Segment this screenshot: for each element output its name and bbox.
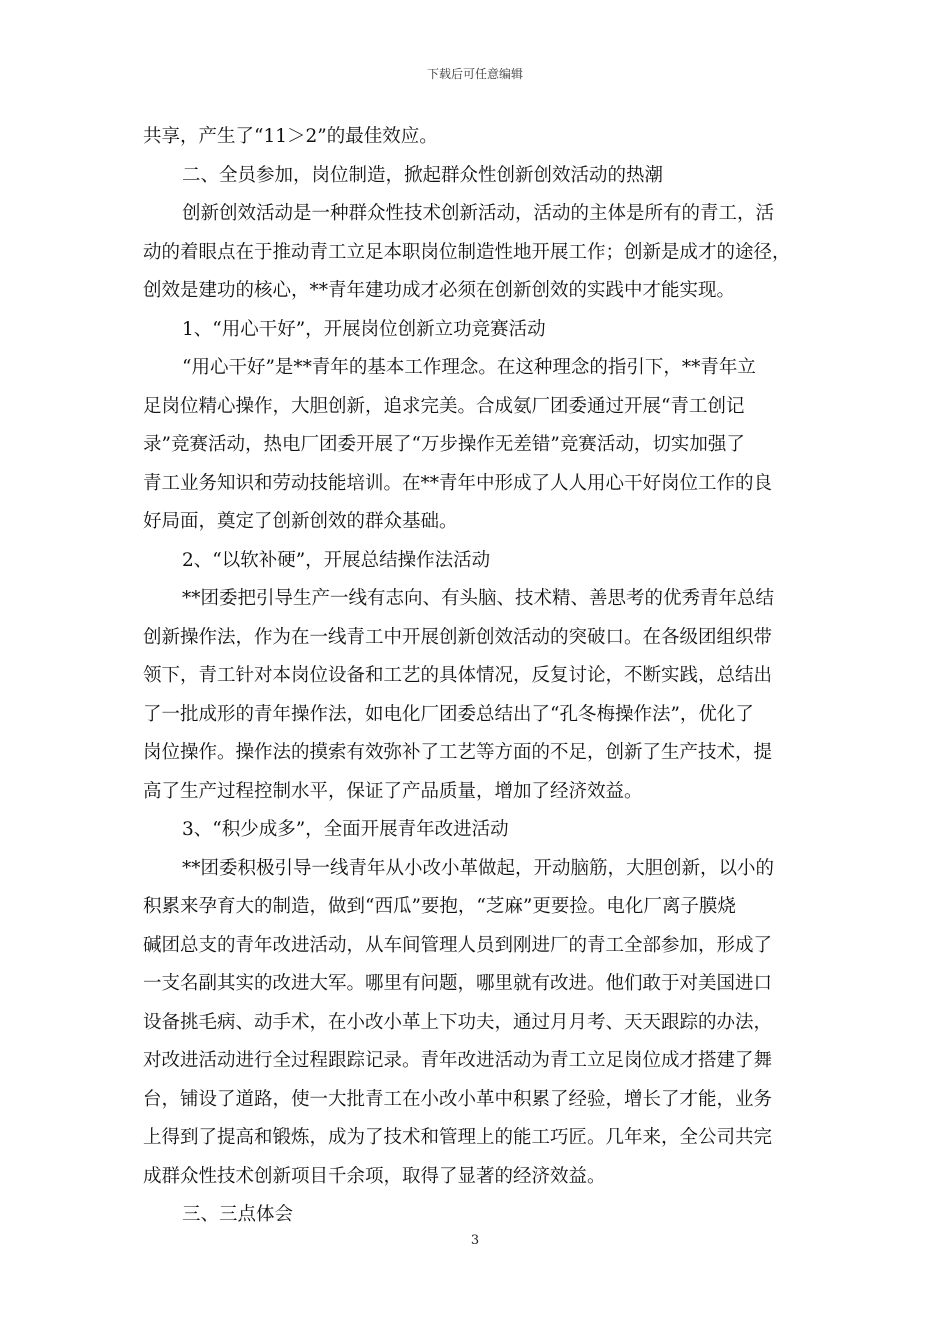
text-line: 了一批成形的青年操作法，如电化厂团委总结出了“孔冬梅操作法”，优化了	[143, 703, 754, 725]
paragraph-start-line: 1、“用心干好”，开展岗位创新立功竞赛活动	[182, 318, 546, 340]
text-line: 创新操作法，作为在一线青工中开展创新创效活动的突破口。在各级团组织带	[143, 626, 773, 648]
text-line: 碱团总支的青年改进活动，从车间管理人员到刚进厂的青工全部参加，形成了	[143, 934, 773, 956]
text-line: 对改进活动进行全过程跟踪记录。青年改进活动为青工立足岗位成才搭建了舞	[143, 1050, 773, 1071]
paragraph-start-line: 2、“以软补硬”，开展总结操作法活动	[182, 549, 491, 571]
text-line: 台，铺设了道路，使一大批青工在小改小革中积累了经验，增长了才能，业务	[143, 1088, 773, 1110]
text-line: 设备挑毛病、动手术，在小改小革上下功夫，通过月月考、天天跟踪的办法，	[143, 1011, 773, 1033]
text-line: 一支名副其实的改进大军。哪里有问题，哪里就有改进。他们敢于对美国进口	[143, 973, 773, 994]
text-line: 上得到了提高和锻炼，成为了技术和管理上的能工巧匠。几年来，全公司共完	[143, 1127, 773, 1148]
paragraph-start-line: **团委把引导生产一线有志向、有头脑、技术精、善思考的优秀青年总结	[182, 588, 775, 609]
paragraph-start-line: “用心干好”是**青年的基本工作理念。在这种理念的指引下，**青年立	[182, 357, 756, 378]
page-number: 3	[470, 1233, 480, 1248]
text-line: 领下，青工针对本岗位设备和工艺的具体情况，反复讨论，不断实践，总结出	[143, 665, 773, 686]
text-line: 足岗位精心操作，大胆创新，追求完美。合成氨厂团委通过开展“青工创记	[143, 395, 745, 417]
text-line: 积累来孕育大的制造，做到“西瓜”要抱，“芝麻”更要捡。电化厂离子膜烧	[143, 896, 736, 917]
text-line: 岗位操作。操作法的摸索有效弥补了工艺等方面的不足，创新了生产技术，提	[143, 742, 773, 763]
document-body	[143, 118, 808, 1235]
text-line: 创效是建功的核心，**青年建功成才必须在创新创效的实践中才能实现。	[143, 280, 736, 301]
text-line: 共享，产生了“11＞2”的最佳效应。	[143, 126, 438, 147]
text-line: 好局面，奠定了创新创效的群众基础。	[143, 511, 458, 532]
text-line: 高了生产过程控制水平，保证了产品质量，增加了经济效益。	[143, 780, 643, 802]
text-line: 成群众性技术创新项目千余项，取得了显著的经济效益。	[143, 1165, 606, 1187]
paragraph-start-line: 二、全员参加，岗位制造，掀起群众性创新创效活动的热潮	[182, 164, 664, 186]
text-line: 录”竞赛活动，热电厂团委开展了“万步操作无差错”竞赛活动，切实加强了	[143, 434, 745, 455]
paragraph-start-line: 三、三点体会	[182, 1204, 294, 1225]
paragraph-start-line: 3、“积少成多”，全面开展青年改进活动	[182, 819, 509, 840]
text-line: 动的着眼点在于推动青工立足本职岗位制造性地开展工作；创新是成才的途径，	[143, 241, 791, 263]
text-line: 青工业务知识和劳动技能培训。在**青年中形成了人人用心干好岗位工作的良	[143, 472, 773, 494]
paragraph-start-line: 创新创效活动是一种群众性技术创新活动，活动的主体是所有的青工，活	[182, 203, 775, 224]
page-header-note: 下载后可任意编辑	[426, 67, 523, 81]
paragraph-start-line: **团委积极引导一线青年从小改小革做起，开动脑筋，大胆创新，以小的	[182, 857, 775, 879]
